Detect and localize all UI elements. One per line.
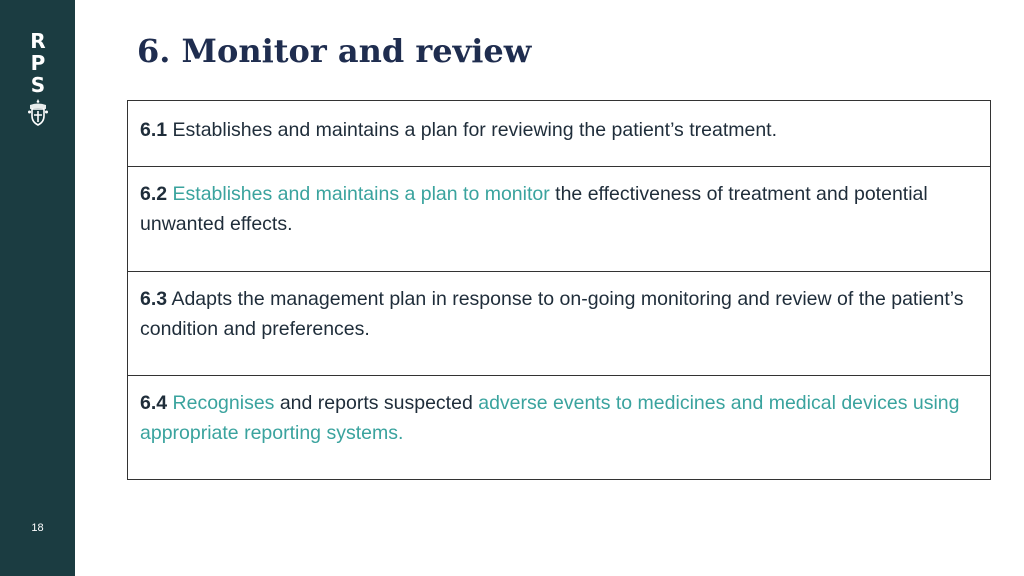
- sidebar: [0, 0, 75, 576]
- criterion-row: [128, 101, 990, 167]
- criterion-text: the effectiveness of treatment and potential unwanted effects.: [140, 183, 928, 235]
- criterion-number: 6.4: [140, 392, 168, 414]
- criterion-row: [128, 376, 990, 479]
- rps-logo: [24, 30, 52, 126]
- crest-icon: [27, 98, 49, 126]
- logo-letter-p: P: [30, 51, 46, 75]
- logo-letter-s: S: [30, 73, 46, 97]
- criterion-row: [128, 272, 990, 376]
- page-title: 6. Monitor and review: [137, 32, 532, 70]
- page-number: 18: [31, 522, 44, 534]
- criterion-number: 6.3: [140, 288, 168, 310]
- criterion-highlight-text: Recognises: [172, 392, 275, 414]
- criterion-text: Establishes and maintains a plan for reviewing the patient’s treatment.: [167, 119, 778, 141]
- criterion-number: 6.1: [140, 119, 168, 141]
- criteria-table: [127, 100, 991, 480]
- criterion-highlight-text: Establishes and maintains a plan to monitor: [172, 183, 550, 205]
- criterion-text: and reports suspected: [274, 392, 479, 414]
- criterion-number: 6.2: [140, 183, 168, 205]
- criterion-text: Adapts the management plan in response to on-going monitoring and review of the patient’s condition and preferences.: [140, 288, 964, 340]
- criterion-row: [128, 167, 990, 272]
- logo-letter-r: R: [30, 29, 46, 53]
- criterion-highlight-text: adverse events to medicines and medical devices using appropriate reporting systems.: [140, 392, 960, 444]
